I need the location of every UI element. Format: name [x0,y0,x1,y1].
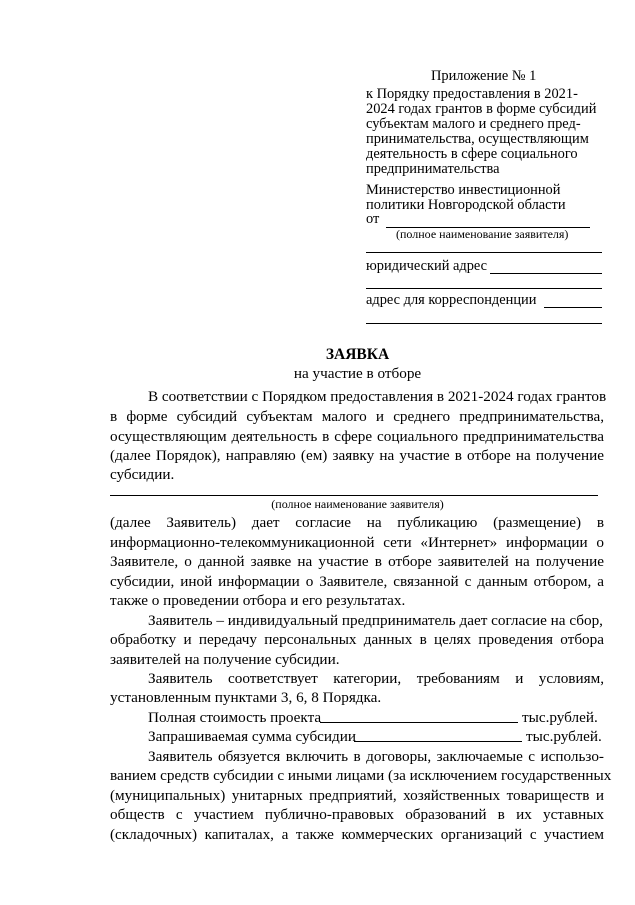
applicant-full-name-line[interactable] [110,495,598,496]
appendix-number: Приложение № 1 [431,68,537,84]
para2-line: также о проведении отбора и его результатах. [110,592,406,609]
ministry-line: Министерство инвестиционной [366,182,561,198]
para5-line: Заявитель обязуется включить в договоры, заключаемые с использо- [148,748,604,765]
order-ref-line: принимательства, осуществляющим [366,131,589,147]
para2-line: информационно-телекоммуникационной сети «Интернет» информации о [110,534,604,551]
subsidy-label: Запрашиваемая сумма субсидии [148,728,357,745]
subsidy-field-line[interactable] [354,741,522,742]
para4-line: Заявитель соответствует категории, требованиям и условиям, [148,670,604,687]
para2-line: Заявителе, о данной заявке на участие в отборе заявителей на получение [110,553,604,570]
para3-line: Заявитель – индивидуальный предприниматель дает согласие на сбор, [148,612,603,629]
para4-line: установленным пунктами 3, 6, 8 Порядка. [110,689,382,706]
applicant-name-line[interactable] [366,252,602,253]
legal-address-field-line[interactable] [490,273,602,274]
para2-line: субсидии, иной информации о Заявителе, связанной с данным отбором, а [110,573,604,590]
para2-line: (далее Заявитель) дает согласие на публикацию (размещение) в [110,514,604,531]
order-ref-line: деятельность в сфере социального [366,146,578,162]
cost-field-line[interactable] [320,722,518,723]
subsidy-unit: тыс.рублей. [526,728,602,745]
postal-address-field-line[interactable] [544,307,602,308]
recipient-ministry [366,183,566,213]
document-title: ЗАЯВКА [325,346,390,363]
legal-address-extra-line[interactable] [366,288,602,289]
order-ref-line: к Порядку предоставления в 2021- [366,86,578,102]
applicant-hint-header: (полное наименование заявителя) [396,227,569,241]
from-label: от [366,211,380,227]
order-ref-line: 2024 годах грантов в форме субсидий [366,101,597,117]
cost-label: Полная стоимость проекта [148,709,322,726]
para5-line: (муниципальных) унитарных предприятий, хозяйственных товариществ и [110,787,604,804]
document-subtitle: на участие в отборе [293,365,422,382]
para1-line: осуществляющим деятельность в сфере социального предпринимательства [110,428,604,445]
para1-line: (далее Порядок), направляю (ем) заявку на участие в отборе на получение [110,447,604,464]
postal-address-label: адрес для корреспонденции [366,292,537,308]
para3-line: обработку и передачу персональных данных в целях проведения отбора [110,631,604,648]
para5-line: (складочных) капиталах, а также коммерческих организаций с участием [110,826,604,843]
para1-line: в форме субсидий субъектам малого и среднего предпринимательства, [110,408,604,425]
postal-address-extra-line[interactable] [366,323,602,324]
para1-line: В соответствии с Порядком предоставления в 2021-2024 годах грантов [148,388,607,405]
para3-line: заявителей на получение субсидии. [110,651,340,668]
legal-address-label: юридический адрес [366,258,488,274]
para1-line: субсидии. [110,466,175,483]
para5-line: обществ с участием публично-правовых образований в их уставных [110,806,604,823]
para5-line: ванием средств субсидии с иными лицами (за исключением государственных [110,767,612,784]
order-ref-line: предпринимательства [366,161,500,177]
cost-unit: тыс.рублей. [522,709,598,726]
order-reference [366,87,596,177]
applicant-hint-body: (полное наименование заявителя) [271,497,444,511]
ministry-line: политики Новгородской области [366,197,566,213]
order-ref-line: субъектам малого и среднего пред- [366,116,581,132]
